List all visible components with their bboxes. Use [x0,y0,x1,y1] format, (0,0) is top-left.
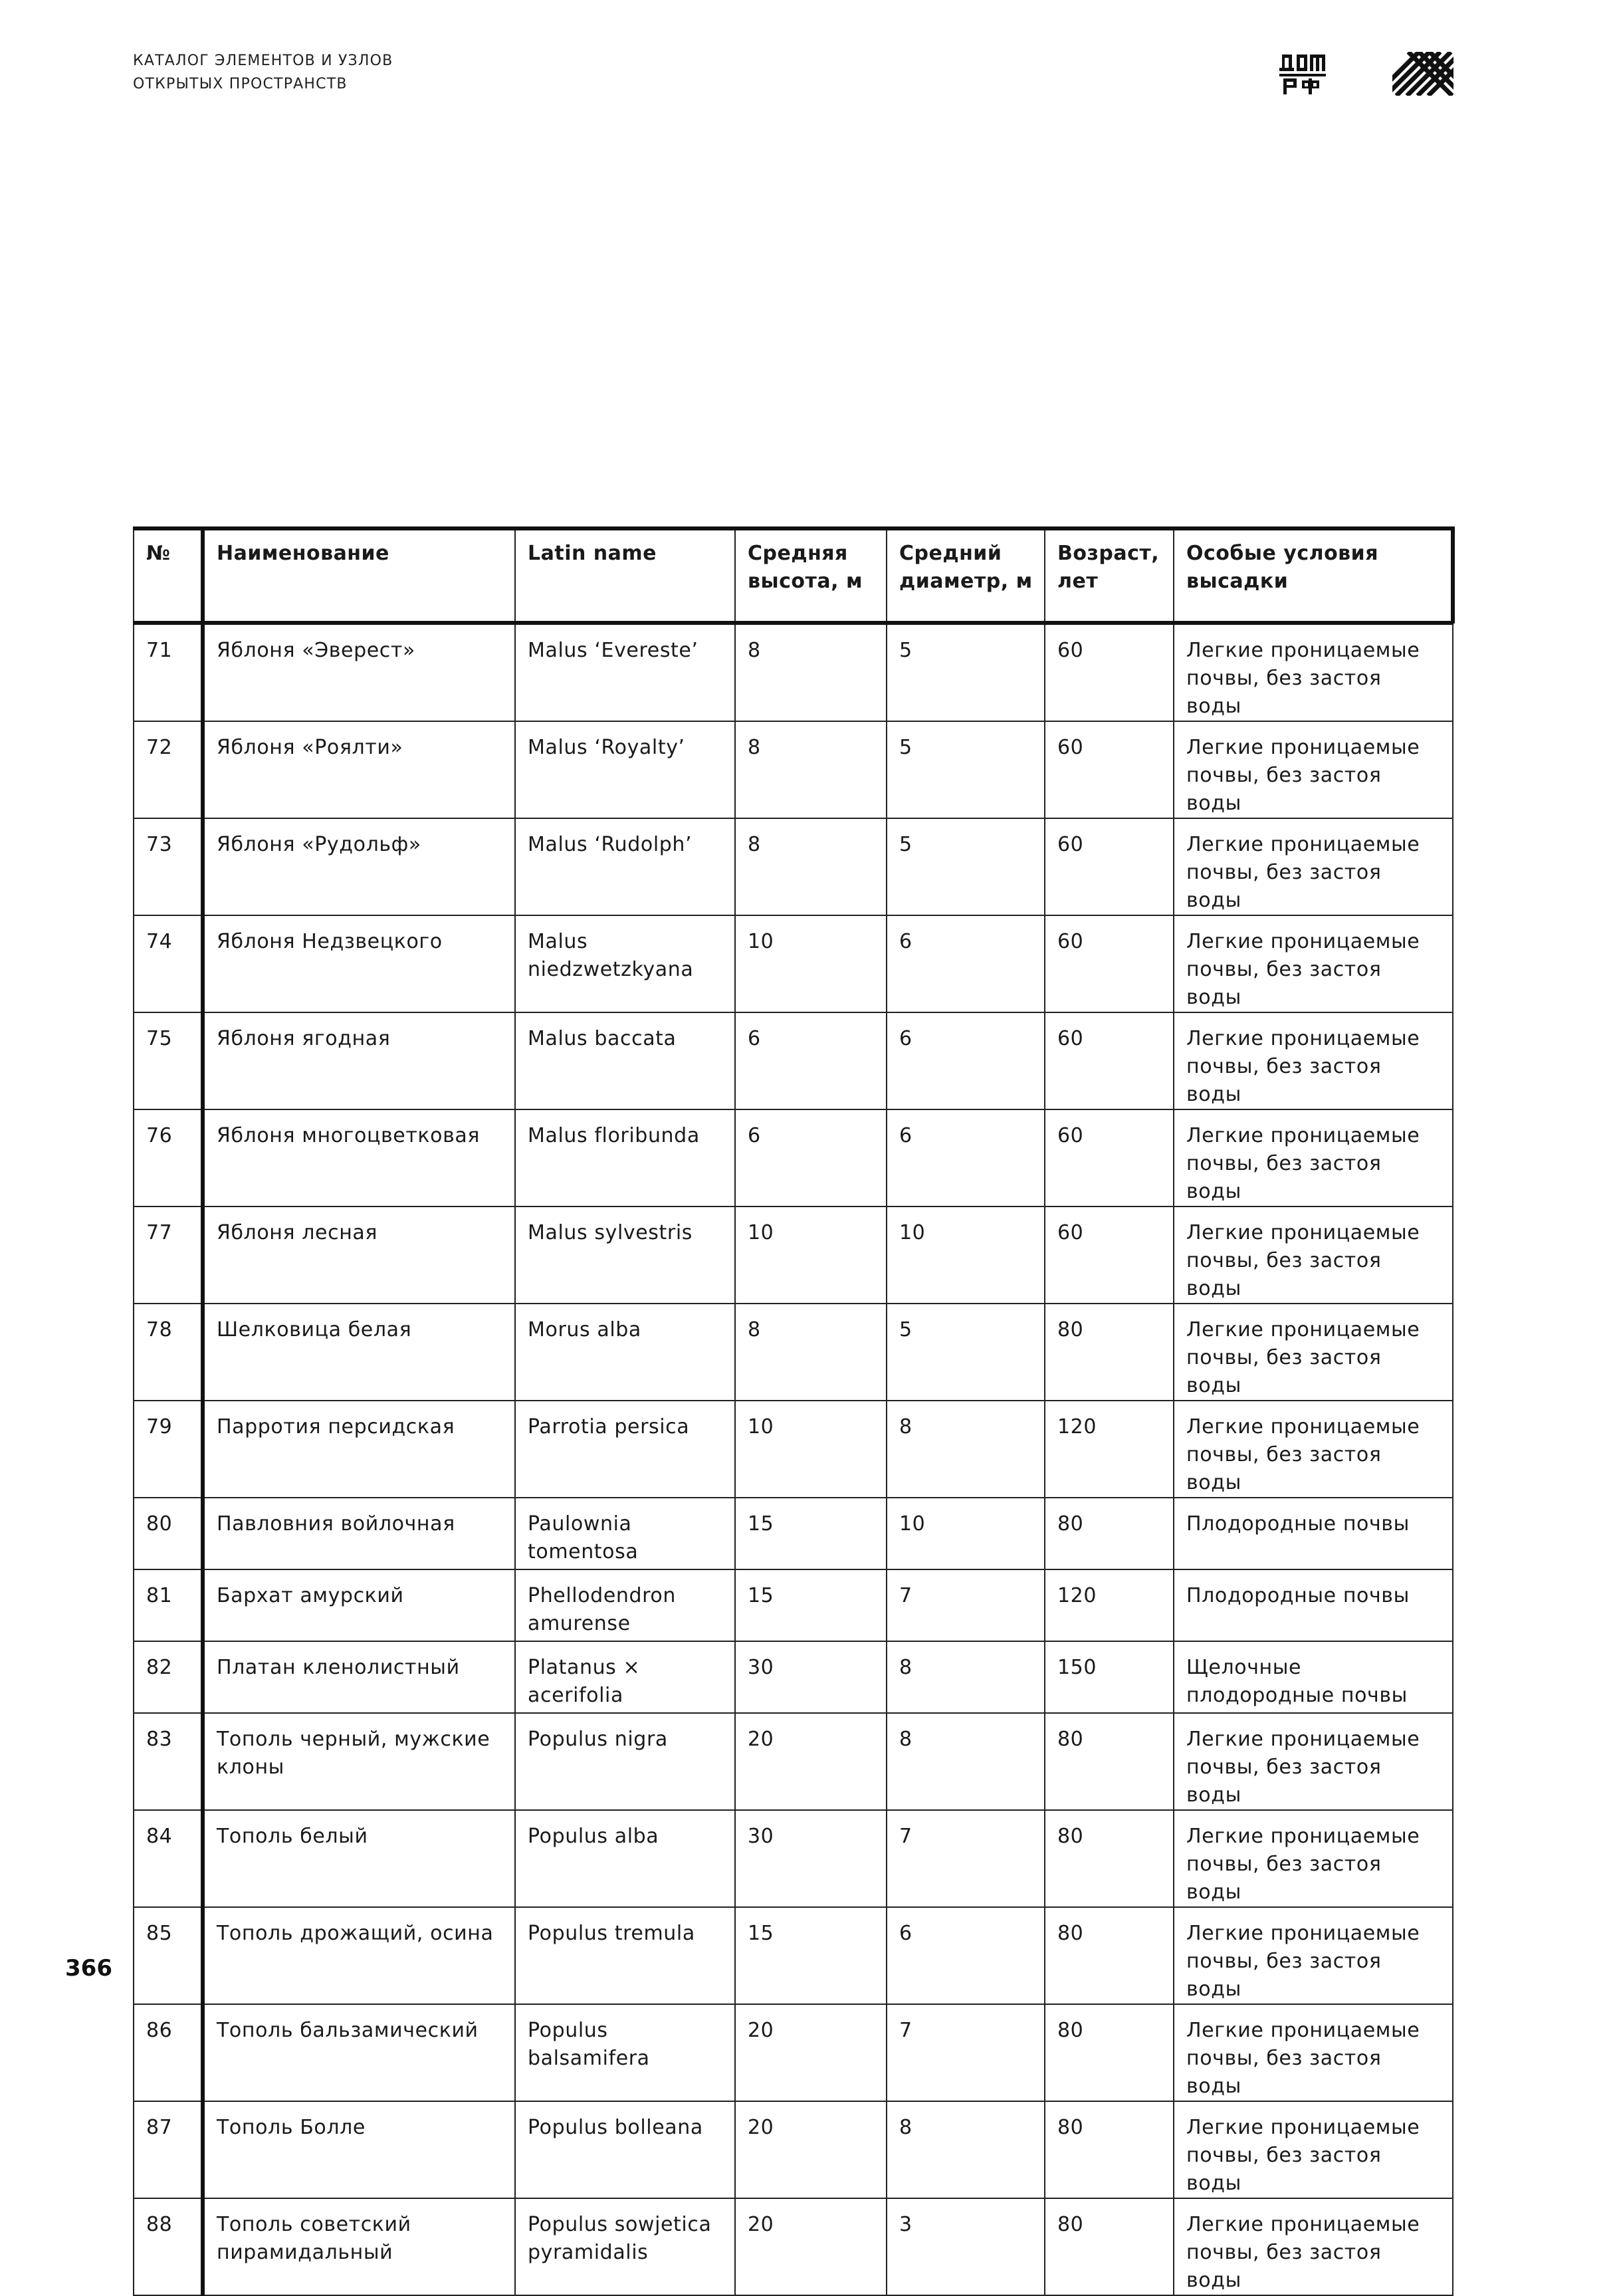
table-row [134,1109,1453,1206]
cell-number: 85 [134,1907,203,2004]
column-header-name: Наименование [203,528,515,623]
column-header-conditions: Особые условия высадки [1174,528,1453,623]
table-row [134,623,1453,721]
cell-number: 73 [134,818,203,915]
cell-diameter: 3 [887,2198,1045,2295]
cell-diameter: 8 [887,1641,1045,1713]
cell-age: 60 [1045,623,1174,721]
cell-number: 84 [134,1810,203,1907]
cell-name: Тополь советский пирамидальный [203,2198,515,2295]
cell-diameter: 6 [887,915,1045,1012]
cell-name: Тополь бальзамический [203,2004,515,2101]
cell-diameter: 6 [887,1012,1045,1109]
cell-conditions: Легкие проницаемые почвы, без застоя воды [1174,1012,1453,1109]
cell-number: 79 [134,1401,203,1498]
cell-diameter: 6 [887,1907,1045,2004]
cell-diameter: 5 [887,818,1045,915]
table-row [134,1012,1453,1109]
cell-diameter: 5 [887,1304,1045,1401]
cell-height: 30 [735,1810,887,1907]
cell-number: 88 [134,2198,203,2295]
cell-name: Бархат амурский [203,1569,515,1641]
cell-height: 20 [735,1713,887,1810]
page-number: 366 [65,1955,112,1982]
cell-height: 30 [735,1641,887,1713]
cell-latin: Malus baccata [515,1012,735,1109]
cell-conditions: Легкие проницаемые почвы, без застоя воды [1174,2198,1453,2295]
cell-height: 6 [735,1109,887,1206]
table-row [134,1206,1453,1304]
plant-catalog-table [133,526,1455,2296]
cell-latin: Platanus × acerifolia [515,1641,735,1713]
cell-diameter: 7 [887,1569,1045,1641]
cell-number: 71 [134,623,203,721]
column-header-age: Возраст, лет [1045,528,1174,623]
cell-age: 60 [1045,1012,1174,1109]
cell-height: 10 [735,915,887,1012]
cell-latin: Populus tremula [515,1907,735,2004]
cell-number: 77 [134,1206,203,1304]
cell-conditions: Легкие проницаемые почвы, без застоя воды [1174,1907,1453,2004]
cell-age: 80 [1045,1304,1174,1401]
cell-conditions: Легкие проницаемые почвы, без застоя воды [1174,2101,1453,2198]
table-row [134,1304,1453,1401]
cell-age: 80 [1045,1713,1174,1810]
cell-number: 74 [134,915,203,1012]
cell-diameter: 7 [887,1810,1045,1907]
table-row [134,1713,1453,1810]
cell-number: 87 [134,2101,203,2198]
cell-latin: Morus alba [515,1304,735,1401]
catalog-title-line1: КАТАЛОГ ЭЛЕМЕНТОВ И УЗЛОВ [133,53,393,69]
cell-age: 60 [1045,818,1174,915]
cell-number: 72 [134,721,203,818]
cell-latin: Malus ‘Royalty’ [515,721,735,818]
cell-height: 20 [735,2101,887,2198]
cell-height: 8 [735,818,887,915]
cell-conditions: Легкие проницаемые почвы, без застоя воды [1174,2004,1453,2101]
cell-age: 80 [1045,2004,1174,2101]
cell-name: Яблоня ягодная [203,1012,515,1109]
cell-diameter: 8 [887,1401,1045,1498]
cell-name: Яблоня лесная [203,1206,515,1304]
cell-height: 15 [735,1569,887,1641]
cell-name: Яблоня «Рудольф» [203,818,515,915]
cell-conditions: Плодородные почвы [1174,1498,1453,1569]
cell-latin: Populus sowjetica pyramidalis [515,2198,735,2295]
column-header-number: № [134,528,203,623]
table-header-row [134,528,1453,623]
table-row [134,1401,1453,1498]
cell-conditions: Легкие проницаемые почвы, без застоя воды [1174,721,1453,818]
cell-number: 78 [134,1304,203,1401]
cell-name: Шелковица белая [203,1304,515,1401]
dom-rf-logo-icon [1279,52,1326,96]
cell-name: Платан кленолистный [203,1641,515,1713]
cell-height: 8 [735,1304,887,1401]
table-row [134,1641,1453,1713]
cell-height: 8 [735,721,887,818]
cell-conditions: Легкие проницаемые почвы, без застоя воды [1174,623,1453,721]
cell-name: Тополь черный, мужские клоны [203,1713,515,1810]
cell-height: 10 [735,1206,887,1304]
cell-name: Тополь дрожащий, осина [203,1907,515,2004]
cell-diameter: 8 [887,2101,1045,2198]
cell-latin: Malus sylvestris [515,1206,735,1304]
cell-latin: Paulownia tomentosa [515,1498,735,1569]
cell-conditions: Легкие проницаемые почвы, без застоя воды [1174,915,1453,1012]
cell-latin: Parrotia persica [515,1401,735,1498]
cell-age: 60 [1045,1109,1174,1206]
cell-diameter: 5 [887,623,1045,721]
table-row [134,1810,1453,1907]
cell-latin: Phellodendron amurense [515,1569,735,1641]
cell-conditions: Щелочные плодородные почвы [1174,1641,1453,1713]
cell-height: 15 [735,1907,887,2004]
table-row [134,1569,1453,1641]
cell-number: 83 [134,1713,203,1810]
cell-conditions: Легкие проницаемые почвы, без застоя воды [1174,1810,1453,1907]
table-row [134,721,1453,818]
cell-age: 80 [1045,1810,1174,1907]
cell-age: 80 [1045,2198,1174,2295]
cell-name: Яблоня «Эверест» [203,623,515,721]
cell-name: Яблоня «Роялти» [203,721,515,818]
cell-height: 20 [735,2004,887,2101]
cell-latin: Malus floribunda [515,1109,735,1206]
catalog-title-line2: ОТКРЫТЫХ ПРОСТРАНСТВ [133,76,348,92]
cell-latin: Populus nigra [515,1713,735,1810]
cell-conditions: Легкие проницаемые почвы, без застоя воды [1174,1713,1453,1810]
cell-number: 86 [134,2004,203,2101]
cell-height: 6 [735,1012,887,1109]
diagonal-pattern-logo-icon [1392,52,1453,96]
cell-age: 80 [1045,1907,1174,2004]
cell-conditions: Легкие проницаемые почвы, без застоя воды [1174,1109,1453,1206]
cell-height: 20 [735,2198,887,2295]
cell-conditions: Плодородные почвы [1174,1569,1453,1641]
cell-number: 82 [134,1641,203,1713]
cell-name: Парротия персидская [203,1401,515,1498]
cell-number: 80 [134,1498,203,1569]
cell-conditions: Легкие проницаемые почвы, без застоя воды [1174,1401,1453,1498]
cell-diameter: 5 [887,721,1045,818]
cell-name: Тополь Болле [203,2101,515,2198]
cell-diameter: 6 [887,1109,1045,1206]
table-row [134,915,1453,1012]
cell-conditions: Легкие проницаемые почвы, без застоя воды [1174,1206,1453,1304]
table-row [134,818,1453,915]
column-header-diameter: Средний диаметр, м [887,528,1045,623]
cell-diameter: 10 [887,1498,1045,1569]
cell-latin: Malus ‘Rudolph’ [515,818,735,915]
cell-age: 60 [1045,721,1174,818]
column-header-height: Средняя высота, м [735,528,887,623]
cell-age: 80 [1045,1498,1174,1569]
column-header-latin: Latin name [515,528,735,623]
cell-number: 81 [134,1569,203,1641]
cell-age: 60 [1045,915,1174,1012]
cell-name: Тополь белый [203,1810,515,1907]
cell-name: Яблоня многоцветковая [203,1109,515,1206]
cell-number: 75 [134,1012,203,1109]
cell-name: Яблоня Недзвецкого [203,915,515,1012]
cell-height: 10 [735,1401,887,1498]
cell-height: 8 [735,623,887,721]
cell-age: 80 [1045,2101,1174,2198]
cell-conditions: Легкие проницаемые почвы, без застоя воды [1174,818,1453,915]
table-row [134,2101,1453,2198]
catalog-title [133,49,393,96]
cell-latin: Malus ‘Evereste’ [515,623,735,721]
cell-age: 150 [1045,1641,1174,1713]
cell-name: Павловния войлочная [203,1498,515,1569]
cell-age: 60 [1045,1206,1174,1304]
cell-latin: Malus niedzwetzkyana [515,915,735,1012]
table-row [134,2198,1453,2295]
cell-diameter: 10 [887,1206,1045,1304]
cell-latin: Populus alba [515,1810,735,1907]
cell-diameter: 8 [887,1713,1045,1810]
cell-age: 120 [1045,1401,1174,1498]
cell-number: 76 [134,1109,203,1206]
table-row [134,2004,1453,2101]
cell-height: 15 [735,1498,887,1569]
table-row [134,1498,1453,1569]
cell-age: 120 [1045,1569,1174,1641]
table-row [134,1907,1453,2004]
cell-diameter: 7 [887,2004,1045,2101]
cell-conditions: Легкие проницаемые почвы, без застоя воды [1174,1304,1453,1401]
cell-latin: Populus balsamifera [515,2004,735,2101]
cell-latin: Populus bolleana [515,2101,735,2198]
